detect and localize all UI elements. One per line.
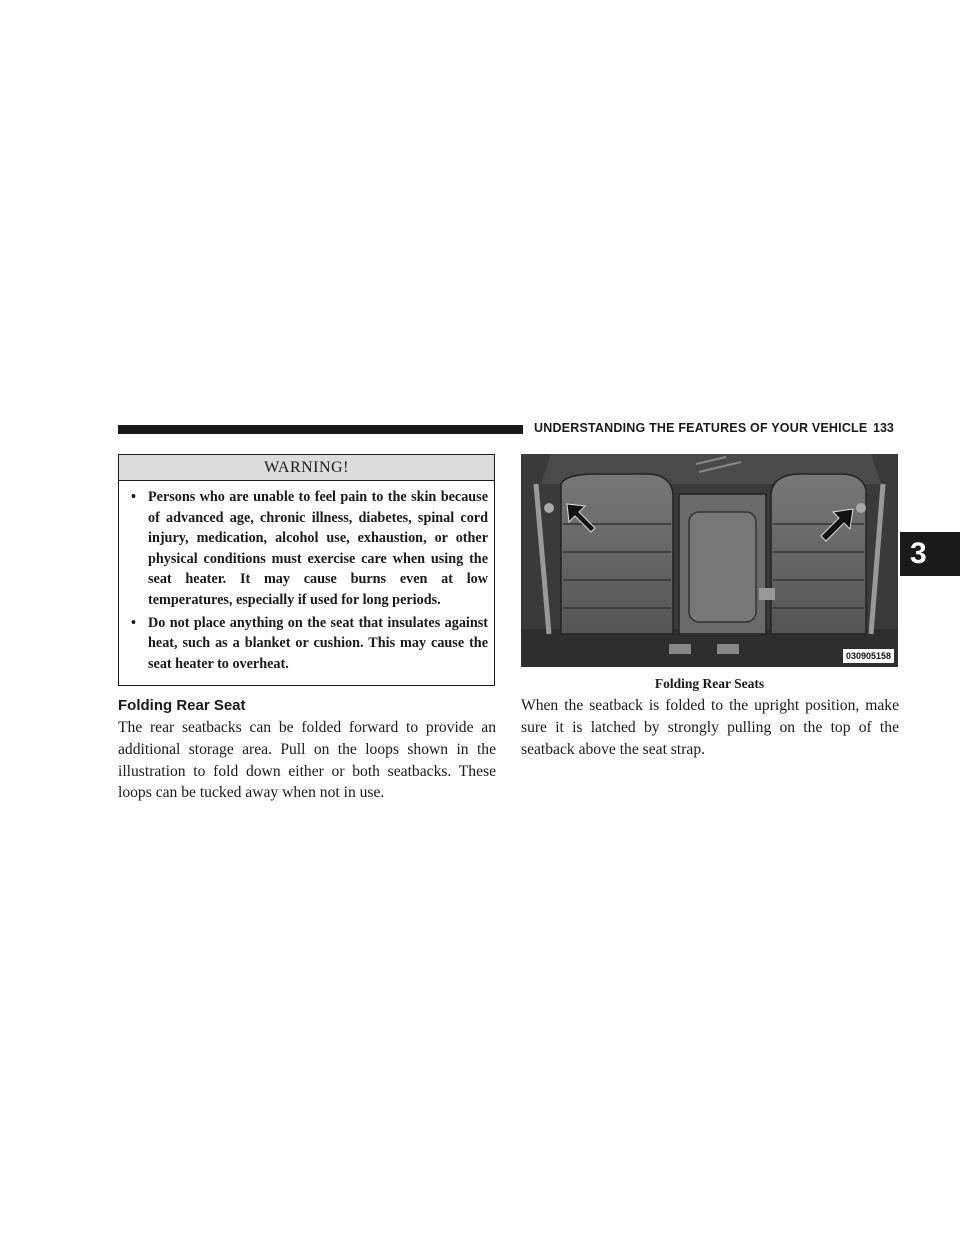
bullet-icon: •	[131, 489, 136, 505]
rear-seat-illustration	[521, 454, 898, 667]
warning-item	[129, 487, 488, 611]
rear-seat-drawing	[521, 454, 898, 667]
body-paragraph-right: When the seatback is folded to the upright position, make sure it is latched by strongly pulling on the top of the seatback above the seat strap.	[521, 697, 899, 758]
warning-list	[119, 481, 494, 674]
warning-item-text: Persons who are unable to feel pain to the skin because of advanced age, chronic illness, diabetes, spinal cord injury, medication, alcohol use, exhaustion, or other physical conditions must exercise care when using the seat heater. It may cause burns even at low temperatures, especially if used for long periods.	[148, 489, 488, 608]
warning-item-text: Do not place anything on the seat that insulates against heat, such as a blanket or cushion. This may cause the seat heater to overheat.	[148, 614, 488, 672]
bullet-icon: •	[131, 614, 136, 631]
warning-title: WARNING!	[119, 455, 494, 481]
warning-item	[129, 613, 488, 675]
section-heading: Folding Rear Seat	[118, 697, 246, 714]
chapter-tab: 3	[900, 532, 960, 576]
figure-caption: Folding Rear Seats	[654, 676, 765, 691]
running-header-title: UNDERSTANDING THE FEATURES OF YOUR VEHICLE	[534, 421, 868, 435]
warning-box	[118, 454, 495, 686]
page-number: 133	[873, 421, 894, 435]
body-paragraph: The rear seatbacks can be folded forward to provide an additional storage area. Pull on the loops shown in the illustration to fold down either or both seatbacks. These loops can be tucked away when not in use.	[118, 719, 496, 802]
header-rule	[118, 425, 523, 434]
figure-code: 030905158	[843, 649, 894, 663]
